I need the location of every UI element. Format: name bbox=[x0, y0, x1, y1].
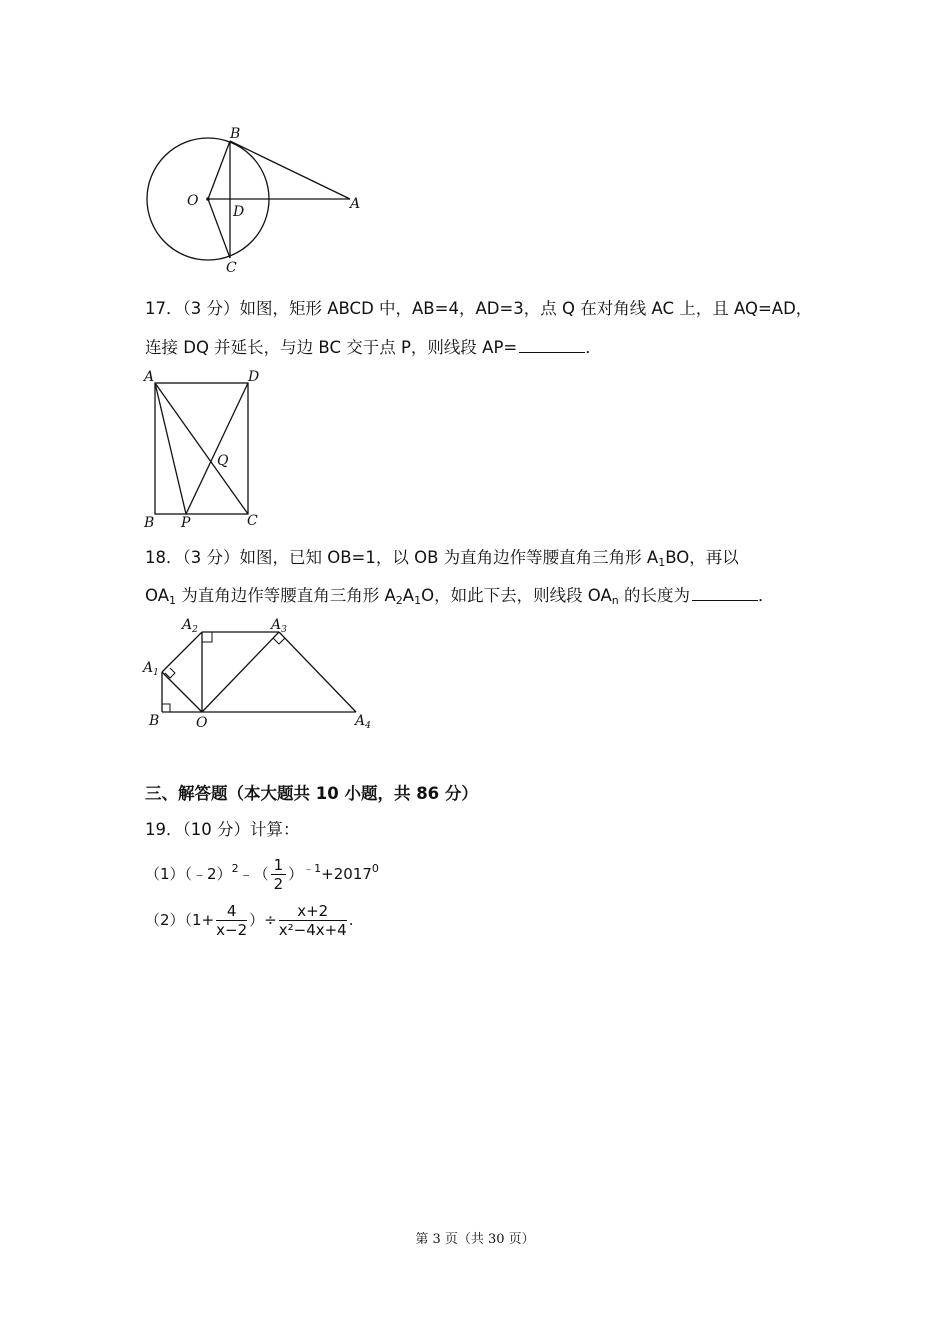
q19-p1-exp3: 0 bbox=[371, 862, 379, 875]
q19-p1-d: +2017 bbox=[321, 865, 372, 883]
q17-line2-text: 连接 DQ 并延长，与边 BC 交于点 P，则线段 AP= bbox=[145, 338, 518, 357]
q18-sub1: 1 bbox=[169, 594, 176, 607]
label-A2: $A_2$ bbox=[182, 617, 198, 635]
q18-line2-d: O，如此下去，则线段 OA bbox=[421, 586, 612, 605]
q18-sub2: 2 bbox=[395, 594, 403, 607]
answer-blank-18[interactable] bbox=[692, 584, 758, 601]
label-A4: $A_4$ bbox=[355, 713, 371, 731]
label-A1: $A_1$ bbox=[143, 660, 159, 678]
q18-sub3: 1 bbox=[414, 594, 422, 607]
q19-p1-exp: 2 bbox=[231, 862, 239, 875]
fraction-one-half bbox=[271, 856, 287, 893]
q19-p1-exp2: ﹣1 bbox=[303, 862, 322, 875]
page-footer: 第 3 页（共 30 页） bbox=[415, 1232, 535, 1247]
fraction-4-over-x-2 bbox=[216, 902, 247, 939]
label-O: O bbox=[187, 193, 199, 209]
q18-line1-a: 18．（3 分）如图，已知 OB=1，以 OB 为直角边作等腰直角三角形 A bbox=[145, 548, 659, 567]
q19-part1 bbox=[145, 856, 379, 893]
fraction-x2-over-quadratic bbox=[279, 902, 347, 939]
q18-line1 bbox=[145, 547, 739, 569]
label-B: B bbox=[149, 713, 160, 729]
q18-line2-c: A bbox=[402, 586, 415, 605]
q19-title: 19．（10 分）计算： bbox=[145, 820, 300, 839]
q18-line1-b: BO，再以 bbox=[665, 548, 739, 567]
section-heading: 三、解答题（本大题共 10 小题，共 86 分） bbox=[145, 784, 478, 803]
frac-den: x−2 bbox=[216, 921, 248, 939]
figure-right-triangles bbox=[138, 612, 388, 732]
q19-p2-a: （2）（1+ bbox=[145, 911, 215, 929]
q18-line2-a: OA bbox=[145, 586, 169, 605]
q17-line2-end: ． bbox=[585, 338, 602, 357]
frac-den: 2 bbox=[273, 875, 284, 893]
frac-num: 1 bbox=[271, 856, 287, 875]
q18-line2-end: ． bbox=[758, 586, 775, 605]
q17-line1: 17．（3 分）如图，矩形 ABCD 中，AB=4，AD=3，点 Q 在对角线 AC 上，且 AQ=AD， bbox=[145, 299, 813, 318]
label-A3: $A_3$ bbox=[271, 617, 287, 635]
label-O: O bbox=[196, 715, 208, 731]
q19-p2-end: . bbox=[348, 911, 354, 929]
label-Q: Q bbox=[217, 453, 229, 469]
answer-blank-17[interactable] bbox=[519, 336, 585, 353]
figure-circle-tangent bbox=[140, 120, 380, 280]
frac-num: 4 bbox=[216, 902, 247, 921]
q19-p1-c: ） bbox=[288, 865, 304, 883]
q17-line2 bbox=[145, 336, 602, 359]
q18-line2-e: 的长度为 bbox=[618, 586, 691, 605]
label-C: C bbox=[247, 513, 258, 529]
label-P: P bbox=[181, 515, 191, 530]
q19-p2-b: ）÷ bbox=[249, 911, 277, 929]
label-B: B bbox=[230, 126, 241, 142]
q18-subn: n bbox=[611, 594, 619, 607]
q18-line2-b: 为直角边作等腰直角三角形 A bbox=[176, 586, 396, 605]
frac-num: x+2 bbox=[279, 902, 347, 921]
label-A: A bbox=[350, 196, 361, 212]
label-B: B bbox=[144, 515, 155, 530]
label-D: D bbox=[233, 204, 245, 220]
q18-line2 bbox=[145, 584, 775, 607]
label-C: C bbox=[226, 260, 237, 276]
q19-p1-a: （1）（﹣2） bbox=[145, 865, 232, 883]
q19-part2 bbox=[145, 902, 354, 939]
label-D: D bbox=[248, 369, 260, 385]
figure-rectangle bbox=[140, 365, 270, 530]
q19-p1-b: ﹣（ bbox=[238, 865, 269, 883]
label-A: A bbox=[144, 369, 155, 385]
q18-sub: 1 bbox=[658, 556, 666, 569]
frac-den: x²−4x+4 bbox=[278, 921, 347, 939]
